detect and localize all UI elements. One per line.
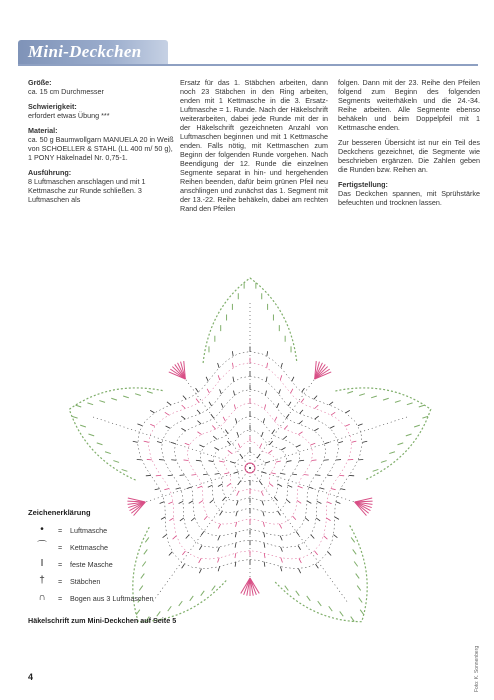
petal-stitch: [351, 537, 355, 542]
stitch-mark: [222, 497, 225, 501]
petal-stitch: [87, 403, 93, 405]
stitch-mark: [336, 502, 341, 504]
petal-stitch: [318, 601, 322, 606]
petal-stitch: [356, 574, 360, 579]
petal-stitch: [122, 469, 128, 471]
stitch-mark: [265, 462, 270, 464]
stitch-mark: [262, 472, 267, 474]
stitch-mark: [221, 403, 223, 408]
stitch-mark: [325, 442, 330, 444]
legend-label: Luftmasche: [70, 526, 108, 535]
petal-stitch: [340, 611, 344, 616]
petal-stitch: [147, 391, 153, 393]
legend: [28, 508, 228, 610]
stitch-mark: [338, 442, 343, 443]
stitch-mark: [218, 484, 222, 487]
stitch-mark: [197, 421, 201, 424]
stitch-mark: [314, 428, 318, 431]
execution-value: 8 Luftmaschen anschlagen und mit 1 Kettmasche zur Runde schließen. 3 Luftmaschen als: [28, 177, 146, 204]
stitch-mark: [236, 511, 237, 516]
stitch-mark: [150, 424, 155, 426]
stitch-mark: [184, 460, 189, 461]
legend-label: Stäbchen: [70, 577, 101, 586]
stitch-mark: [209, 402, 212, 406]
stitch-mark: [267, 351, 268, 356]
chain-stitch-icon: •: [40, 524, 44, 535]
stitch-mark: [181, 428, 185, 431]
stitch-mark: [280, 566, 281, 571]
finishing-label: Fertigstellung:: [338, 180, 388, 189]
title-rule: [18, 64, 478, 66]
stitch-mark: [269, 441, 272, 445]
stitch-ring: [235, 452, 265, 481]
stitch-mark: [234, 391, 235, 396]
page-title: Mini-Deckchen: [28, 42, 142, 61]
stitch-mark: [185, 443, 190, 445]
stitch-mark: [238, 481, 241, 485]
stitch-mark: [288, 485, 293, 487]
stitch-mark: [304, 475, 309, 476]
stitch-mark: [228, 450, 232, 453]
material-value: ca. 50 g Baumwollgarn MANUELA 20 in Weiß von SCHOELLER & STAHL (LL 400 m/ 50 g), 1 PONY Häkelnadel Nr. 0,75-1.: [28, 135, 174, 162]
stitch-mark: [214, 447, 218, 450]
petal-stitch: [97, 443, 103, 445]
stitch-mark: [240, 454, 243, 458]
petal-stitch: [80, 425, 86, 427]
petal-stitch: [381, 461, 387, 463]
petal-stitch: [414, 425, 420, 427]
petal-stitch: [419, 405, 425, 407]
stitch-mark: [287, 461, 292, 462]
stitch-mark: [227, 483, 231, 486]
petal-stitch: [407, 403, 413, 405]
stitch-mark: [166, 426, 170, 428]
petal-stitch: [406, 434, 412, 436]
stitch-mark: [155, 489, 160, 490]
stitch-mark: [263, 511, 264, 516]
stitch-mark: [299, 558, 301, 562]
stitch-mark: [223, 417, 225, 421]
stitch-mark: [275, 417, 277, 421]
legend-title: Zeichenerklärung: [28, 508, 91, 517]
size-value: ca. 15 cm Durchmesser: [28, 87, 104, 96]
stitch-mark: [269, 483, 273, 486]
stitch-mark: [211, 414, 214, 418]
stitch-mark: [280, 473, 285, 474]
stitch-mark: [203, 474, 208, 475]
stitch-mark: [279, 389, 281, 394]
stitch-mark: [301, 399, 304, 403]
stitch-mark: [225, 430, 228, 434]
stitch-mark: [259, 481, 262, 485]
double-crochet-icon: †: [39, 575, 45, 586]
stitch-mark: [218, 363, 219, 368]
stitch-mark: [234, 472, 239, 474]
stitch-mark: [168, 502, 173, 504]
stitch-mark: [264, 553, 265, 558]
petal-stitch: [296, 591, 300, 596]
petal-stitch: [373, 469, 379, 471]
difficulty-label: Schwierigkeit:: [28, 102, 77, 111]
stitch-mark: [233, 377, 234, 382]
stitch-mark: [271, 473, 276, 474]
stitch-mark: [137, 424, 142, 426]
petal-stitch: [135, 394, 141, 396]
stitch-mark: [279, 524, 281, 528]
slip-stitch-icon: ⌒: [37, 541, 47, 552]
stitch-mark: [237, 432, 239, 437]
stitch-mark: [199, 445, 204, 447]
stitch-mark: [331, 412, 335, 415]
stitch-mark: [206, 377, 208, 382]
stitch-mark: [236, 522, 237, 527]
stitch-mark: [299, 460, 304, 461]
stitch-mark: [265, 391, 266, 396]
stitch-mark: [263, 522, 264, 527]
info-column: [28, 78, 178, 210]
stitch-mark: [331, 488, 336, 489]
stitch-mark: [209, 461, 214, 462]
stitch-mark: [362, 441, 367, 442]
stitch-mark: [291, 389, 293, 393]
instructions-text-continued: folgen. Dann mit der 23. Reihe den Pfeilen folgend zum Beginn des folgenden Segments weiterhäkeln und die 24.-34. Reihe arbeiten. Alle Segmente ebenso behäkeln und beim Doppelpfeil mit 1 Kettmasche enden.: [338, 78, 480, 132]
stitch-mark: [333, 535, 337, 538]
stitch-mark: [281, 363, 282, 368]
legend-equals: =: [58, 594, 63, 603]
stitch-mark: [284, 425, 287, 429]
petal-stitch: [88, 434, 94, 436]
execution-label: Ausführung:: [28, 168, 72, 177]
petal-stitch: [359, 394, 365, 396]
size-label: Größe:: [28, 78, 52, 87]
legend-equals: =: [58, 543, 63, 552]
stitch-mark: [293, 516, 296, 520]
stitch-mark: [305, 518, 309, 521]
stitch-mark: [264, 543, 265, 548]
stitch-mark: [234, 404, 235, 409]
stitch-mark: [278, 484, 282, 487]
stitch-mark: [277, 403, 279, 408]
stitch-mark: [235, 418, 236, 423]
stitch-mark: [196, 399, 199, 403]
stitch-mark: [296, 445, 301, 447]
stitch-mark: [320, 488, 325, 489]
stitch-mark: [281, 447, 285, 450]
stitch-mark: [292, 377, 294, 382]
stitch-mark: [210, 500, 214, 503]
stitch-mark: [264, 404, 265, 409]
stitch-mark: [268, 450, 272, 453]
petal-stitch: [136, 610, 140, 615]
stitch-mark: [316, 518, 320, 521]
stitch-mark: [298, 546, 301, 550]
stitch-mark: [176, 488, 181, 489]
stitch-mark: [182, 405, 186, 408]
stitch-mark: [299, 569, 301, 574]
stitch-mark: [157, 442, 162, 443]
stitch-mark: [179, 501, 183, 503]
stitch-mark: [230, 462, 235, 464]
stitch-mark: [297, 500, 301, 503]
single-crochet-icon: I: [40, 558, 44, 569]
petal-stitch: [72, 416, 78, 418]
stitch-mark: [237, 491, 239, 496]
petal-stitch: [354, 562, 358, 567]
stitch-mark: [280, 536, 282, 541]
stitch-mark: [267, 363, 268, 368]
stitch-mark: [218, 375, 220, 380]
stitch-mark: [312, 460, 317, 461]
stitch-mark: [329, 402, 333, 405]
legend-label: Kettmasche: [70, 543, 108, 552]
finishing-value: Das Deckchen spannen, mit Sprühstärke befeuchten und trocknen lassen.: [338, 189, 480, 207]
stitch-mark: [219, 461, 224, 462]
stitch-mark: [215, 473, 220, 474]
stitch-mark: [324, 536, 328, 539]
stitch-mark: [180, 475, 185, 476]
stitch-mark: [197, 486, 202, 488]
petal-stitch: [123, 396, 129, 398]
stitch-mark: [307, 501, 311, 504]
petal-stitch: [357, 586, 361, 591]
stitch-mark: [196, 460, 201, 461]
instructions-column: [180, 78, 328, 219]
stitch-mark: [317, 501, 321, 503]
stitch-mark: [260, 443, 262, 448]
stitch-mark: [283, 436, 287, 439]
stitch-mark: [257, 454, 260, 458]
stitch-mark: [189, 501, 193, 504]
stitch-mark: [224, 473, 229, 474]
stitch-mark: [278, 511, 281, 515]
stitch-mark: [212, 425, 215, 429]
stitch-mark: [160, 502, 165, 504]
stitch-mark: [280, 375, 282, 380]
chain-spoke: [179, 371, 250, 468]
stitch-mark: [167, 402, 171, 405]
stitch-mark: [281, 558, 283, 563]
petal-stitch: [113, 461, 119, 463]
stitch-mark: [199, 500, 203, 503]
stitch-mark: [150, 410, 154, 413]
stitch-mark: [264, 562, 265, 567]
stitch-mark: [171, 460, 176, 461]
outer-petal: [69, 388, 164, 480]
stitch-mark: [196, 388, 199, 392]
stitch-mark: [296, 531, 299, 535]
petal-stitch: [359, 598, 363, 603]
stitch-mark: [274, 497, 277, 501]
stitch-mark: [286, 500, 290, 503]
page-number: 4: [28, 672, 34, 682]
stitch-mark: [311, 443, 316, 445]
stitch-mark: [300, 410, 303, 414]
stitch-mark: [272, 430, 275, 434]
stitch-mark: [235, 553, 236, 558]
petal-stitch: [347, 391, 353, 393]
stitch-mark: [288, 402, 291, 406]
photo-credit: Foto: K. Sonnenberg: [474, 645, 480, 692]
legend-row-double: [28, 576, 228, 593]
stitch-mark: [330, 426, 334, 428]
chain-spoke: [250, 371, 321, 468]
stitch-mark: [165, 412, 169, 415]
petal-stitch: [389, 452, 395, 454]
stitch-mark: [144, 441, 149, 442]
petal-stitch: [99, 401, 105, 403]
overview-note: Zur besseren Übersicht ist nur ein Teil des Deckchens gezeichnet, die Segmente wie beschrieben ergänzen. Die Zahlen geben die Runden bzw. Reihen an.: [338, 138, 480, 174]
petal-stitch: [395, 401, 401, 403]
stitch-mark: [311, 535, 314, 539]
stitch-mark: [309, 487, 314, 489]
diagram-caption: Häkelschrift zum Mini-Deckchen auf Seite 5: [28, 616, 177, 625]
petal-stitch: [105, 452, 111, 454]
stitch-mark: [171, 442, 176, 444]
stitch-mark: [299, 421, 303, 424]
stitch-mark: [207, 389, 209, 393]
petal-stitch: [111, 398, 117, 400]
instructions-text: Ersatz für das 1. Stäbchen arbeiten, dann noch 23 Stäbchen in den Ring arbeiten, enden mit 1 Kettmasche in die 3. Ersatz-Luftmasche = 1. Runde. Nach der Häkelschrift weiterarbeiten, dabei jede Runde mit der in der Häkelschrift gezeichneten Anzahl von Luftmaschen beginnen und mit 1 Kettmasche enden. Falls nötig, mit Kettmaschen zum Beginn der folgenden Runde vorgehen. Nach Beendigung der 12. Runde die einzelnen Segmente separat in hin- und hergehenden Reihen beenden, dafür beim grünen Pfeil neu anschlingen und zunächst das 1. Segment mit der 13.-22. Reihe behäkeln, dabei am rechten Rand den Pfeilen: [180, 78, 328, 213]
stitch-mark: [314, 396, 317, 400]
stitch-mark: [261, 432, 263, 437]
stitch-mark: [315, 551, 318, 555]
legend-equals: =: [58, 577, 63, 586]
stitch-mark: [351, 441, 356, 442]
difficulty-value: erfordert etwas Übung ***: [28, 111, 110, 120]
petal-stitch: [383, 398, 389, 400]
stitch-mark: [235, 543, 236, 548]
legend-equals: =: [58, 560, 63, 569]
petal-stitch: [285, 586, 289, 591]
petal-stitch: [76, 405, 82, 407]
stitch-mark: [183, 396, 186, 400]
legend-row-slip: [28, 542, 228, 559]
stitch-mark: [327, 502, 332, 504]
stitch-mark: [266, 377, 267, 382]
stitch-mark: [197, 410, 200, 414]
stitch-mark: [315, 416, 319, 419]
petal-stitch: [360, 610, 364, 615]
stitch-mark: [345, 410, 349, 413]
legend-row-single: [28, 559, 228, 576]
legend-row-arch: [28, 593, 228, 610]
petal-stitch: [329, 606, 333, 611]
stitch-mark: [298, 432, 302, 435]
stitch-mark: [281, 547, 283, 552]
stitch-mark: [316, 564, 319, 568]
stitch-mark: [326, 518, 330, 521]
stitch-mark: [220, 389, 222, 394]
chain-arch-icon: ∩: [38, 592, 46, 603]
petal-stitch: [371, 396, 377, 398]
stitch-mark: [276, 461, 281, 462]
stitch-mark: [232, 351, 233, 356]
stitch-mark: [208, 485, 213, 487]
petal-stitch: [398, 443, 404, 445]
stitch-mark: [213, 436, 217, 439]
outer-petal: [335, 388, 430, 480]
stitch-mark: [335, 517, 339, 520]
stitch-mark: [302, 388, 305, 392]
stitch-mark: [315, 405, 319, 408]
legend-row-chain: [28, 525, 228, 542]
petal-stitch: [353, 549, 357, 554]
stitch-mark: [328, 552, 331, 556]
instructions-column-3: [338, 78, 480, 213]
legend-label: feste Masche: [70, 560, 113, 569]
stitch-mark: [264, 532, 265, 537]
stitch-mark: [232, 363, 233, 368]
stitch-mark: [345, 424, 350, 426]
stitch-mark: [358, 424, 363, 426]
stitch-mark: [197, 432, 201, 435]
stitch-mark: [261, 491, 263, 496]
legend-equals: =: [58, 526, 63, 535]
stitch-mark: [191, 475, 196, 476]
legend-label: Bogen aus 3 Luftmaschen: [70, 594, 154, 603]
stitch-mark: [286, 414, 289, 418]
stitch-mark: [263, 418, 264, 423]
stitch-mark: [164, 488, 169, 489]
stitch-mark: [227, 441, 230, 445]
stitch-mark: [187, 487, 192, 489]
stitch-mark: [298, 486, 303, 488]
stitch-mark: [235, 532, 236, 537]
stitch-mark: [340, 489, 345, 490]
stitch-mark: [292, 474, 297, 475]
material-label: Material:: [28, 126, 58, 135]
stitch-mark: [235, 562, 236, 567]
stitch-mark: [262, 501, 264, 506]
stitch-mark: [324, 460, 329, 461]
chain-spoke: [250, 468, 364, 505]
stitch-mark: [238, 443, 240, 448]
stitch-mark: [236, 501, 238, 506]
stitch-mark: [181, 416, 185, 419]
stitch-mark: [315, 475, 320, 476]
stitch-mark: [133, 441, 138, 442]
petal-stitch: [307, 596, 311, 601]
